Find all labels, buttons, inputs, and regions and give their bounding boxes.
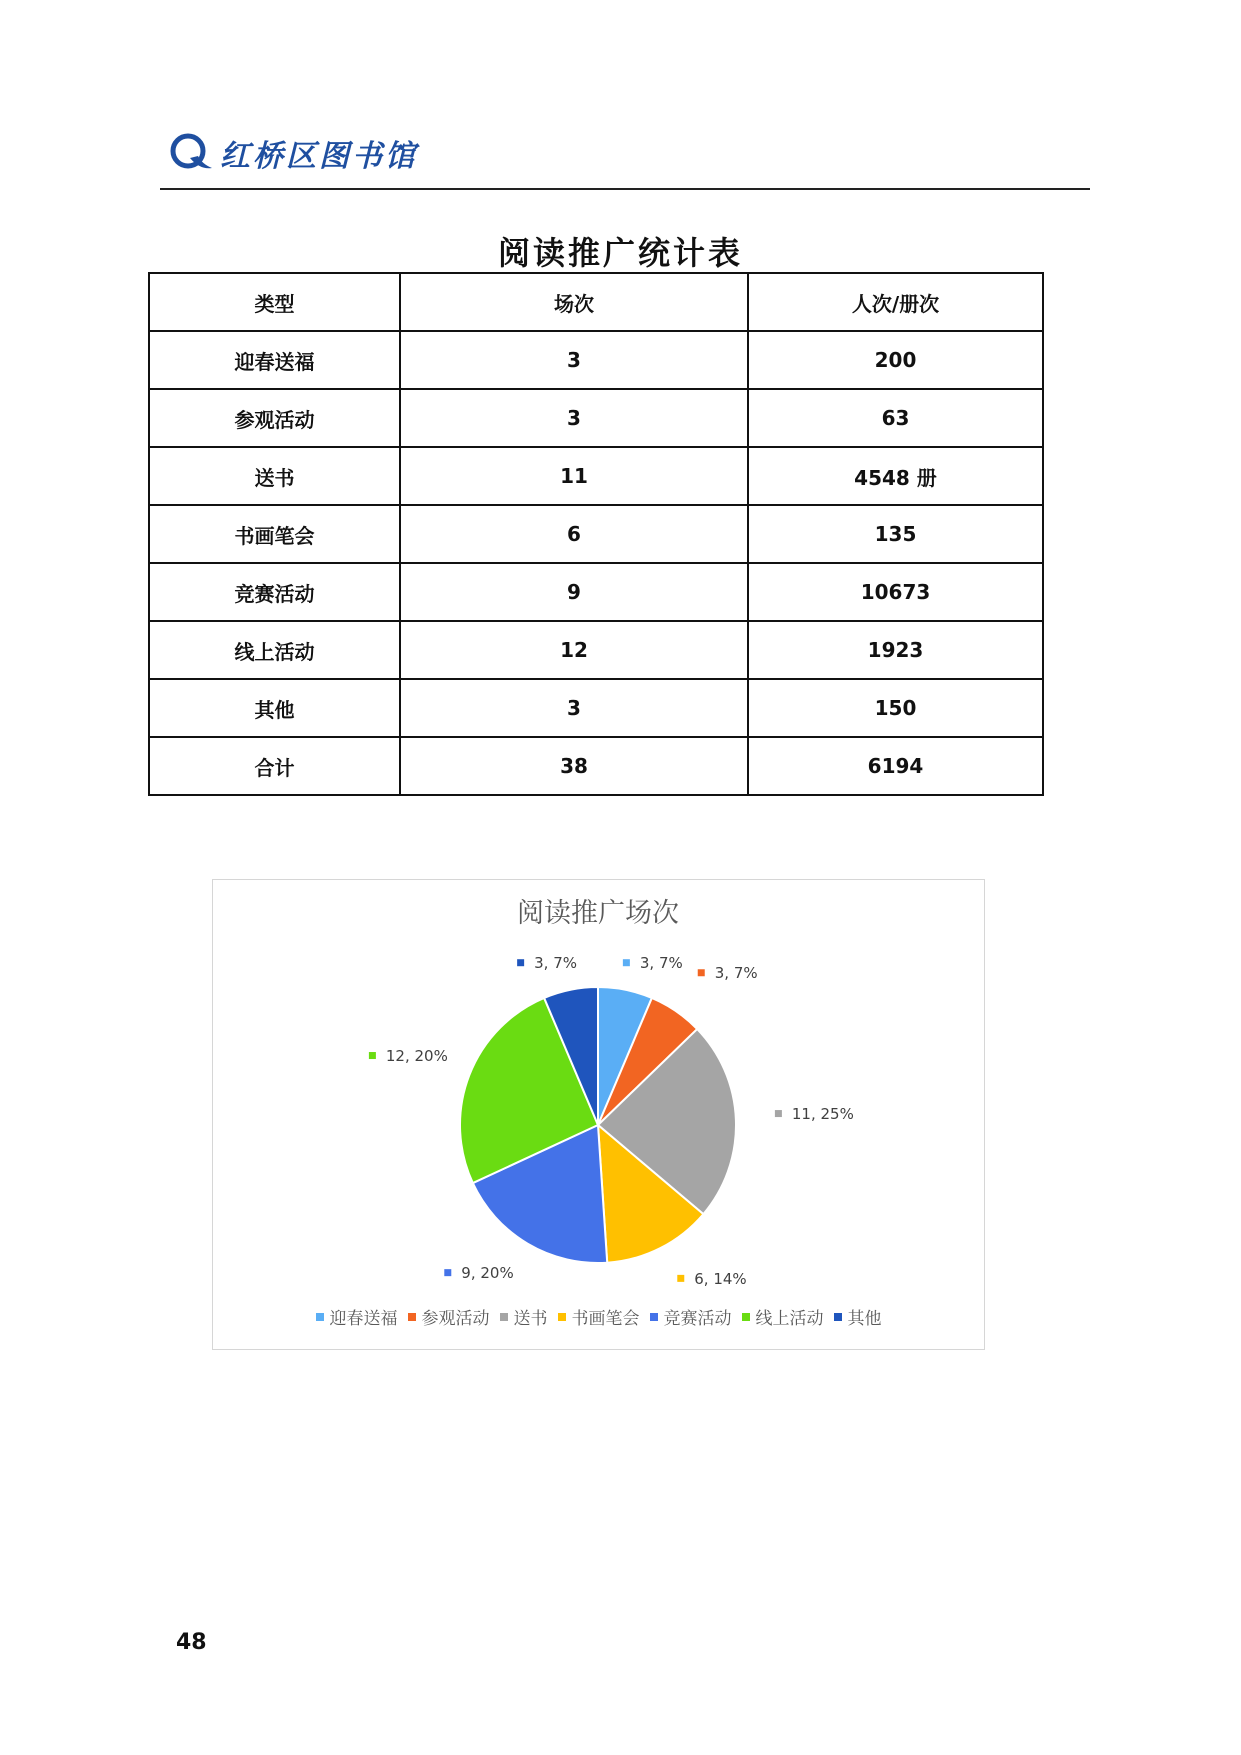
table-cell: 3 [400,389,748,447]
statistics-table [148,272,1044,796]
legend-swatch [500,1313,508,1321]
legend-label: 迎春送福 [329,1309,398,1329]
table-row [149,621,1043,679]
legend-label: 其他 [847,1309,882,1329]
legend-swatch [316,1313,324,1321]
pie-chart [213,880,984,1300]
legend-item [650,1304,732,1329]
table-cell: 竞赛活动 [149,563,400,621]
legend-item [558,1304,640,1329]
table-header-row [149,273,1043,331]
table-cell: 线上活动 [149,621,400,679]
table-cell: 3 [400,331,748,389]
legend-label: 送书 [513,1309,548,1329]
legend-item [408,1304,490,1329]
table-cell: 4548 册 [748,447,1043,505]
table-cell: 合计 [149,737,400,795]
legend-swatch [558,1313,566,1321]
library-logo-icon [168,130,214,176]
table-cell: 6 [400,505,748,563]
table-row [149,447,1043,505]
data-label-2: 3, 7% [714,964,758,983]
legend-label: 竞赛活动 [663,1309,732,1329]
data-label-marker-6 [369,1052,376,1059]
table-cell: 10673 [748,563,1043,621]
data-label-5: 9, 20% [461,1264,514,1283]
table-row [149,331,1043,389]
header-divider [160,188,1090,190]
table-cell: 迎春送福 [149,331,400,389]
legend-label: 书画笔会 [571,1309,640,1329]
table-row [149,389,1043,447]
table-row [149,563,1043,621]
table-cell: 6194 [748,737,1043,795]
legend-item [742,1304,824,1329]
table-cell: 1923 [748,621,1043,679]
table-cell: 书画笔会 [149,505,400,563]
legend-label: 线上活动 [755,1309,824,1329]
library-name: 红桥区图书馆 [220,139,418,174]
table-cell: 送书 [149,447,400,505]
table-cell: 200 [748,331,1043,389]
legend-item [500,1304,548,1329]
data-label-marker-2 [698,969,705,976]
table-cell: 其他 [149,679,400,737]
table-total-row [149,737,1043,795]
data-label-marker-3 [775,1110,782,1117]
table-cell: 63 [748,389,1043,447]
library-header [168,128,418,178]
data-label-marker-4 [677,1275,684,1282]
table-cell: 150 [748,679,1043,737]
legend-swatch [742,1313,750,1321]
table-header-cell: 人次/册次 [748,273,1043,331]
table-header-cell: 场次 [400,273,748,331]
data-label-3: 11, 25% [791,1105,854,1124]
table-cell: 11 [400,447,748,505]
page-number: 48 [176,1630,207,1655]
chart-legend [213,1304,984,1329]
data-label-1: 3, 7% [639,954,683,973]
data-label-7: 3, 7% [534,954,578,973]
table-cell: 135 [748,505,1043,563]
data-label-marker-7 [517,959,524,966]
legend-swatch [650,1313,658,1321]
legend-item [316,1304,398,1329]
table-header-cell: 类型 [149,273,400,331]
chart-title: 阅读推广场次 [517,898,679,929]
legend-swatch [408,1313,416,1321]
table-cell: 参观活动 [149,389,400,447]
table-cell: 3 [400,679,748,737]
legend-swatch [834,1313,842,1321]
table-row [149,679,1043,737]
legend-label: 参观活动 [421,1309,490,1329]
table-cell: 12 [400,621,748,679]
data-label-marker-5 [444,1269,451,1276]
table-cell: 38 [400,737,748,795]
legend-item [834,1304,882,1329]
data-label-4: 6, 14% [694,1269,747,1288]
table-row [149,505,1043,563]
data-label-6: 12, 20% [385,1047,448,1066]
data-label-marker-1 [623,959,630,966]
pie-chart-panel [212,879,985,1350]
table-title: 阅读推广统计表 [497,234,743,272]
table-cell: 9 [400,563,748,621]
